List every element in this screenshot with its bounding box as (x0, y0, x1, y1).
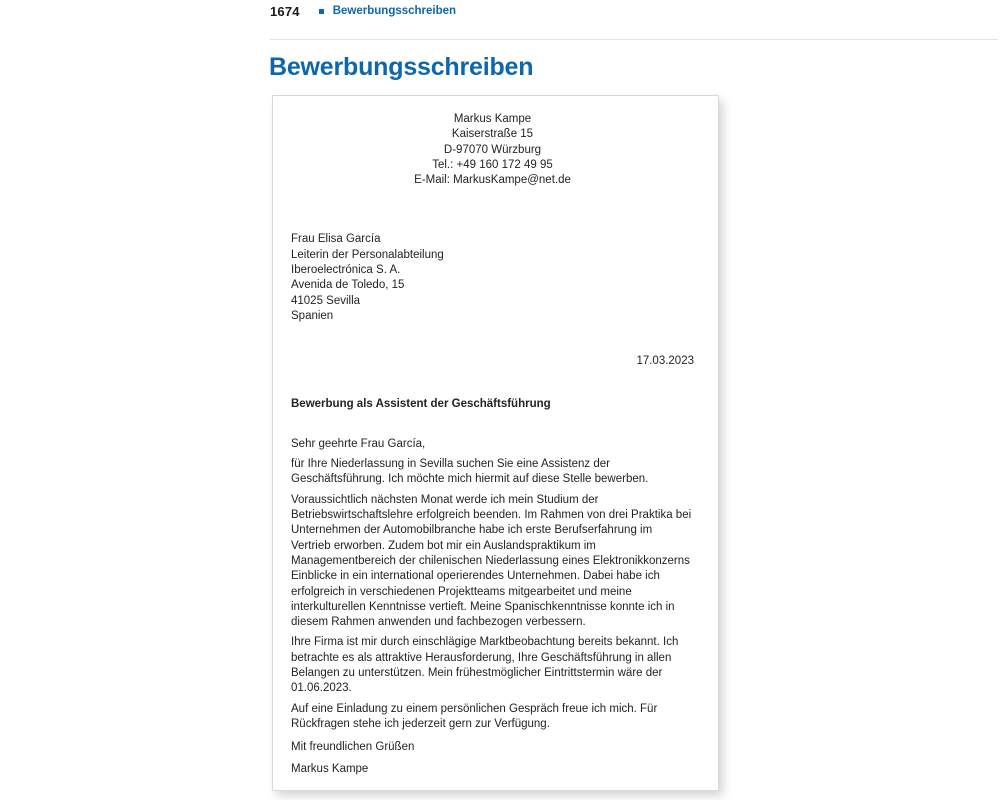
sender-city: D-97070 Würzburg (443, 143, 542, 156)
body-paragraph: Ihre Firma ist mir durch einschlägige Marktbeobachtung bereits bekannt. Ich betrachte es als attraktive Herausforderung, Ihre Geschäftsführung in allen Belangen zu unterstützen. Mein frühestmöglicher Eintrittstermin wäre der 01.06.2023. (291, 636, 679, 695)
sender-block (291, 112, 694, 188)
bullet-square-icon (319, 9, 324, 14)
letter-date: 17.03.2023 (636, 355, 694, 368)
sender-email: E-Mail: MarkusKampe@net.de (414, 174, 571, 187)
body-paragraph: Voraussichtlich nächsten Monat werde ich mein Studium der Betriebswirtschaftslehre erfolgreich beenden. Im Rahmen von drei Praktika bei Unternehmen der Automobilbranche habe ich erste Berufserfahrung im Vertrieb erworben. Zudem bot mir ein Auslandspraktikum im Managementbereich der chilenischen Niederlassung eines Elektronikkonzerns Einblicke in ein international operierendes Unternehmen. Dabei habe ich erfolgreich in verschiedenen Projektteams mitgearbeitet und meine interkulturellen Kenntnisse vertieft. Meine Spanischkenntnisse konnte ich in diesem Rahmen anwenden und fachbezogen verbessern. (291, 493, 692, 629)
recipient-role: Leiterin der Personalabteilung (291, 248, 444, 261)
recipient-name: Frau Elisa García (291, 233, 381, 246)
closing: Mit freundlichen Grüßen (291, 741, 415, 754)
page-title: Bewerbungsschreiben (269, 53, 534, 81)
page-number: 1674 (270, 3, 300, 19)
running-header (270, 3, 456, 19)
subject-line: Bewerbung als Assistent der Geschäftsführung (291, 397, 551, 410)
signature: Markus Kampe (291, 762, 369, 775)
sender-street: Kaiserstraße 15 (451, 128, 534, 141)
running-head-title: Bewerbungsschreiben (332, 5, 457, 17)
body-paragraph: für Ihre Niederlassung in Sevilla suchen Sie eine Assistenz der Geschäftsführung. Ich möchte mich hiermit auf diese Stelle bewerben. (291, 458, 649, 486)
recipient-country: Spanien (291, 309, 334, 322)
sender-name: Markus Kampe (453, 113, 532, 125)
recipient-block (291, 232, 694, 324)
recipient-company: Iberoelectrónica S. A. (291, 264, 401, 277)
recipient-city: 41025 Sevilla (291, 294, 361, 307)
sender-phone: Tel.: +49 160 172 49 95 (432, 158, 553, 171)
header-divider (270, 39, 998, 40)
recipient-street: Avenida de Toledo, 15 (291, 279, 405, 292)
letter-document (272, 95, 719, 791)
salutation: Sehr geehrte Frau García, (291, 437, 426, 450)
body-paragraph: Auf eine Einladung zu einem persönlichen Gespräch freue ich mich. Für Rückfragen stehe ich jederzeit gern zur Verfügung. (291, 702, 658, 730)
